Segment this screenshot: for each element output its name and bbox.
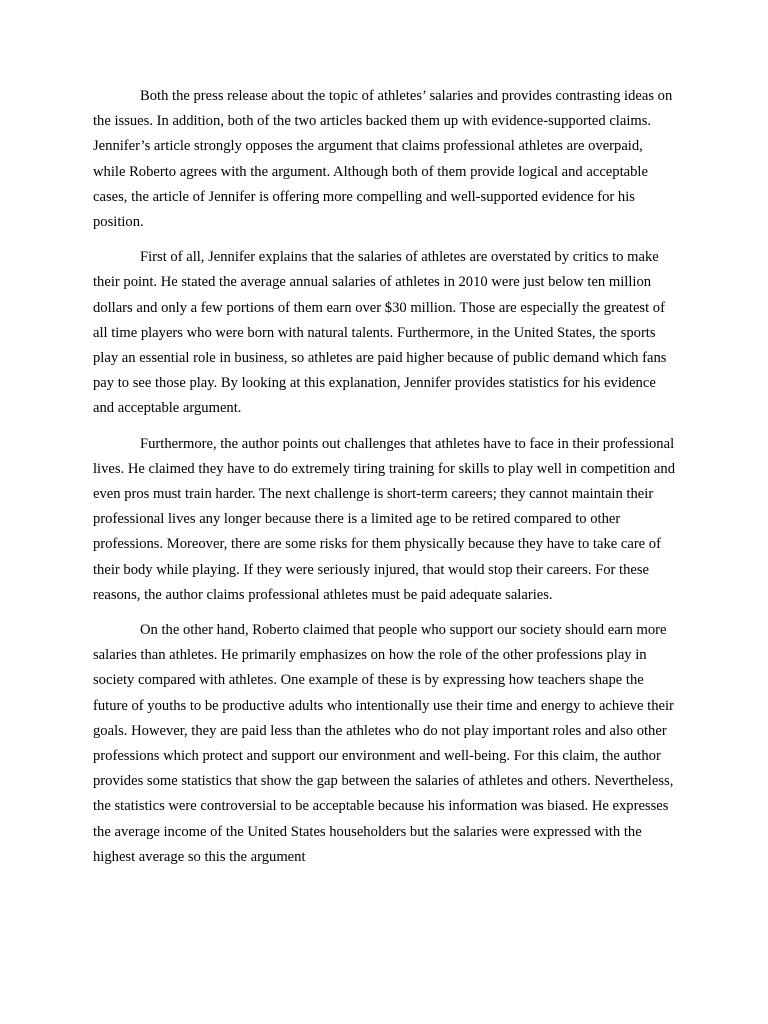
- paragraph-athlete-challenges: Furthermore, the author points out challenges that athletes have to face in their professional lives. He claimed they have to do extremely tiring training for skills to play well in competition and even pros must train harder. The next challenge is short-term careers; they cannot maintain their professional lives any longer because there is a limited age to be retired compared to other professions. Moreover, there are some risks for them physically because they have to take care of their body while playing. If they were seriously injured, that would stop their careers. For these reasons, the author claims professional athletes must be paid adequate salaries.: [93, 435, 675, 603]
- paragraph-intro: Both the press release about the topic of athletes’ salaries and provides contrasting ideas on the issues. In addition, both of the two articles backed them up with evidence-supported claims. Jennifer’s article strongly opposes the argument that claims professional athletes are overpaid, while Roberto agrees with the argument. Although both of them provide logical and acceptable cases, the article of Jennifer is offering more compelling and well-supported evidence for his position.: [93, 88, 673, 231]
- document-body: [93, 84, 675, 880]
- paragraph-roberto-claim: On the other hand, Roberto claimed that people who support our society should earn more salaries than athletes. He primarily emphasizes on how the role of the other professions play in society compared with athletes. One example of these is by expressing how teachers shape the future of youths to be productive adults who intentionally use their time and energy to achieve their goals. However, they are paid less than the athletes who do not play important roles and also other professions which protect and support our environment and well-being. For this claim, the author provides some statistics that show the gap between the salaries of athletes and others. Nevertheless, the statistics were controversial to be acceptable because his information was biased. He expresses the average income of the United States householders but the salaries were expressed with the highest average so this the argument: [93, 622, 674, 865]
- paragraph-jennifer-salaries: First of all, Jennifer explains that the salaries of athletes are overstated by critics to make their point. He stated the average annual salaries of athletes in 2010 were just below ten million dollars and only a few portions of them earn over $30 million. Those are especially the greatest of all time players who were born with natural talents. Furthermore, in the United States, the sports play an essential role in business, so athletes are paid higher because of public demand which fans pay to see those play. By looking at this explanation, Jennifer provides statistics for his evidence and acceptable argument.: [93, 249, 667, 417]
